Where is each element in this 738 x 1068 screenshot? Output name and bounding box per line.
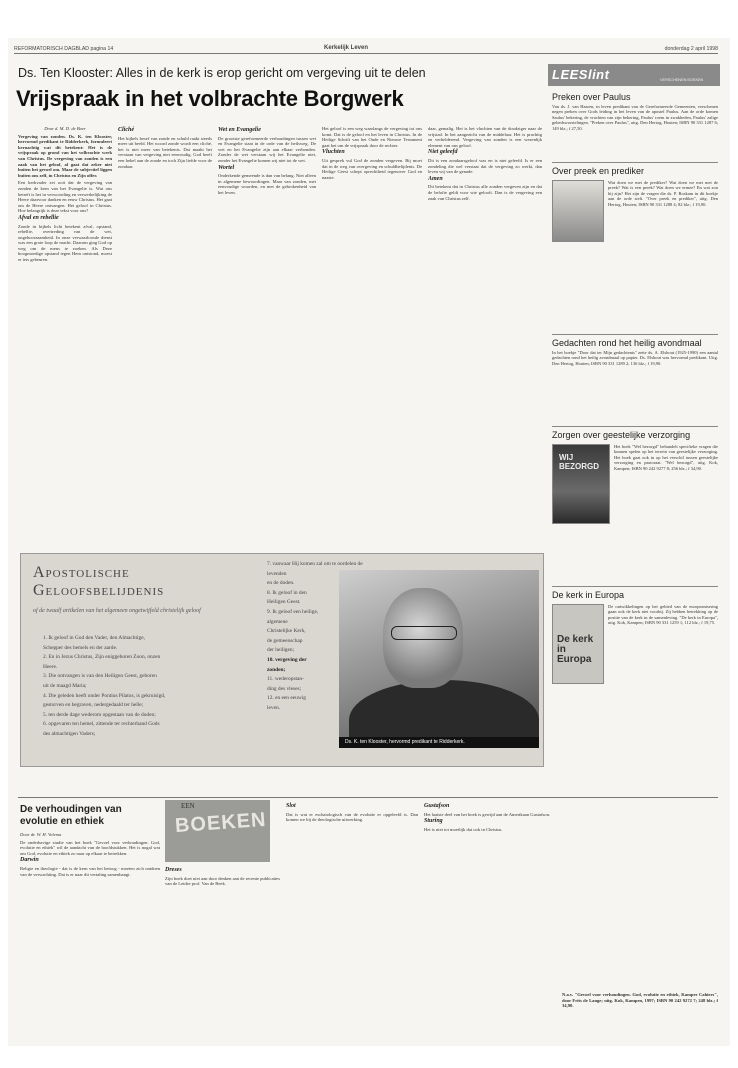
creed-article: ding des vleses; — [267, 685, 302, 692]
article-paragraph: Een kerkvader zei ooit dat de vergeving van zonden de kern van het Evangelie is. Wat ons betreft is het in verwoording en verwerkelijking de Heere daarvoor danken en eeuw Christus. Het gaat om de Heere ontvangen. Het geloof in Christus. Hoe belangrijk is deze tekst voor ons? — [18, 180, 112, 214]
article-column-2 — [118, 126, 212, 546]
sidebar-tag: VERSCHENEN BOEKEN — [660, 78, 704, 82]
creed-article: leven. — [267, 704, 281, 711]
article-paragraph: Het geloof is een weg waarlangs de vergeving tot ons komt. Dat is de geloof en het leven in Christus. In de Heilige Schrift van het Oude en Nieuwe Testament gaat het om de vrijspraak door de rechter. — [322, 126, 422, 148]
creed-article: 9. Ik geloof een heilige, — [267, 608, 319, 615]
article-paragraph: Het bijbels besef van zonde en schuld raakt steeds meer uit beeld. Het woord zonde wordt een cliché, het is niet meer van betekenis. Dat maakt het verstaan van vergeving niet eenvoudig. God heeft een hekel aan de zonde en toch Zijn liefde voor de zondaar. — [118, 135, 212, 169]
masthead-section: Kerkelijk Leven — [324, 45, 369, 51]
creed-article: des almachtigen Vaders; — [43, 730, 96, 737]
review-paragraph: Dat is wat er eschatologisch van de evolutie er opgeleefd is. Dan komen we bij de theologische uitwerking. — [286, 811, 418, 823]
article-column-1 — [18, 126, 112, 546]
review-subhead: Dreses — [165, 867, 182, 873]
creed-article: 7. vanwaar Hij komen zal om te oordelen de levenden — [267, 561, 363, 577]
review-paragraph: Het laatste deel van het boek is gewijd aan de Amerikaan Gustafson. — [424, 811, 551, 817]
sidebar-divider — [552, 162, 718, 163]
review-paragraph: Zijn boek doet niet aan door denken aan de recente publicaties van de Leidse prof. Van de Beek. — [165, 875, 280, 887]
article-paragraph: De grootste gereformeerde verhoudingen tussen wet en Evangelie staat in de orde van de heilsweg. De wet en het Evangelie zijn aan elkaar verbonden. Zonder de wet verstaan wij het Evangelie niet, zonder het Evangelie komen wij niet tot de wet. — [218, 135, 316, 163]
article-headline: Vrijspraak in het volbrachte Borgwerk — [16, 86, 404, 111]
creed-article: Christelijke Kerk, — [267, 628, 306, 635]
review-footnote: N.a.v. "Gevoel voor verhoudingen. God, evolutie en ethiek, Kamper Cahiers", door Frits de Lange; uitg. Kok, Kampen, 1997; ISBN 90 242 9272 7; 248 blz.; f 34,90. — [562, 992, 718, 1009]
creed-article: Heere. — [43, 663, 58, 670]
creed-article: 6. opgevaren ten hemel, zittende ter rechterhand Gods — [43, 721, 160, 728]
creed-article: 2. En in Jezus Christus, Zijn eniggeboren Zoon, onzen — [43, 654, 161, 661]
creed-article: en de doden. — [267, 580, 295, 587]
article-subhead: Niet geleefd — [428, 149, 458, 156]
article-paragraph: Uit gesprek vul God de zonden vergeven. Bij moet dat in de weg van overgeving en schuldbelijdenis. De Heilige Geest schept oprechtheid tegenover God en naaste. — [322, 157, 422, 180]
article-subhead: Wortel — [218, 164, 235, 171]
sidebar-divider — [552, 586, 718, 587]
sidebar-item-text: Wat doen we met de prediker? Wat doen we met met de preek? Wat is een preek? Wat doen we ermee? En wat zou hij zijn? Het zijn de vragen die ds. P. Roskam in dit boekje aan de orde stelt. "Over preek en prediker", uitg. Den Hertog, Houten; ISBN 90 331 1288 4; 82 blz.; f 19,90. — [608, 180, 718, 207]
review-byline: Door dr. W. H. Velema — [20, 832, 62, 837]
article-subhead: Afval en rebellie — [18, 214, 59, 221]
boeken-graphic-small: EEN — [181, 802, 195, 810]
book-cover-title: De kerk in Europa — [557, 634, 594, 665]
creed-articles-left — [43, 634, 223, 740]
creed-article: 8. Ik geloof in den — [267, 589, 307, 596]
review-column-1 — [20, 832, 160, 1042]
review-paragraph: Het is niet tot moeilijk dat ook in Christus. — [424, 826, 503, 832]
article-paragraph: daar, gemalig. Het is het vluchten van de doodziger naar de vrijstad. In het aangezicht van de middelaar. Het is prachtig en verhelderend. Vergeving van zonden is een wezenlijk element van ons geloof. — [428, 126, 542, 148]
article-subhead: Amen — [428, 175, 443, 182]
creed-article: algemene — [267, 618, 288, 625]
review-subhead: Darwin — [20, 857, 39, 864]
sidebar-divider — [552, 334, 718, 335]
review-column-5 — [562, 802, 718, 1042]
sidebar-divider — [552, 426, 718, 427]
creed-article: 10. vergeving der — [267, 656, 307, 663]
article-column-3 — [218, 126, 316, 546]
review-subhead: Slot — [286, 803, 296, 809]
review-title: De verhoudingen van evolutie en ethiek — [20, 804, 122, 827]
leeslint-logo: LEESlint — [552, 67, 610, 82]
book-cover-title: WIJ BEZORGD — [559, 453, 599, 471]
article-byline: Door d. M. D. de Boer — [44, 126, 86, 131]
creed-article: Schepper des hemels en der aarde. — [43, 644, 118, 651]
creed-article: 12. en een eeuwig — [267, 695, 306, 702]
masthead — [14, 42, 718, 54]
review-paragraph: Religie en theologie - dat is de kern van het betoog - moeten zich ontdoen van de verwachting. Dat is er naar dit vertaling samenhangt. — [20, 865, 160, 877]
sidebar-item-title: De kerk in Europa — [552, 590, 625, 600]
article-paragraph: Onderkende gemeende is dan van belang. Niet alleen in algemene bewoordingen. Maar van zonden, met eenvoudige woorden, en met de gebrokenheid van het leven. — [218, 173, 316, 195]
review-column-4 — [424, 802, 556, 1042]
article-subhead: Vluchten — [322, 149, 345, 156]
review-paragraph: De onderhavige studie van het boek "Gevoel voor verhoudingen. God, evolutie en ethiek" wil de aandacht van de hoofdstukken. Het is nogal wat om God, evolutie en ethiek zo naar op elkaar te betrekken. — [20, 839, 160, 856]
portrait-photo — [339, 570, 539, 748]
sidebar-item-text: In het boekje "Door dat ter Mijn gedachtenis" zette ds. A. Elshout (1925-1990) een aantal gedachten rond het heilig avondmaal op papier. Ds. Elshout was hervormd predikant. Uitg. Den Hertog, Houten; ISBN 90 331 1289 2; 136 blz.; f 19,90. — [552, 350, 718, 366]
creed-title-line-2: Geloofsbelijdenis — [33, 582, 165, 599]
section-divider — [18, 797, 718, 798]
article-lead: Vergeving van zonden. Ds. K. ten Klooster, hervormd predikant te Ridderkerk, formuleert kernachtig wat dit betekent: Het is de vrijspraak op grond van het volbrachte werk van Christus. De vergeving van zonden is een zaak van het geloof, al gaat dat zeker niet buiten het gevoel om. Maar de subjectief liggen buiten ons zelf, in Christus en Zijn offer. — [18, 133, 112, 178]
masthead-left: REFORMATORISCH DAGBLAD pagina 14 — [14, 46, 114, 52]
article-subhead: Cliché — [118, 127, 134, 133]
book-cover-wij-bezorgd — [552, 444, 610, 524]
article-paragraph: Dit betekent dat in Christus alle zonden vergeven zijn en dat de belofte geldt voor wie gelooft. Dan is de vergeving een zaak van Christus zelf. — [428, 184, 542, 201]
article-subhead: Wet en Evangelie — [218, 127, 261, 133]
review-column-2 — [165, 866, 280, 1042]
creed-article: 1. Ik geloof in God den Vader, den Almachtige, — [43, 635, 145, 641]
article-paragraph: Dit is een zondaarsgeloof was en is niet geleefd. Is er een zondeling die wel verstaat dat de vergeving zo werkt, dan leven wij van de genade. — [428, 157, 542, 175]
creed-box — [20, 553, 544, 767]
sidebar-item-title: Gedachten rond het heilig avondmaal — [552, 338, 702, 348]
creed-subtitle: of de twaalf artikelen van het algemeen ongetwijfeld christelijk geloof — [33, 608, 201, 614]
sidebar-item-text: De ontwikkelingen op het gebied van de europeanisering gaan ook de kerk niet voorbij. Zij hebben betrekking op de positie van de kerk in de samenleving. "De kerk in Europa", uitg. Kok, Kampen; ISBN 90 331 1259 1; 112 blz.; f 19,75. — [608, 604, 718, 626]
creed-article: 5. ten derde dage wederom opgestaan van de doden; — [43, 711, 156, 718]
portrait-glasses — [391, 626, 457, 640]
sidebar-item-title: Over preek en prediker — [552, 166, 645, 176]
creed-title-line-1: Apostolische — [33, 564, 130, 581]
sidebar-item-title: Zorgen over geestelijke verzorging — [552, 430, 691, 440]
boeken-graphic — [165, 800, 270, 862]
masthead-date: donderdag 2 april 1998 — [664, 46, 718, 52]
creed-article: zonden; — [267, 666, 286, 673]
article-paragraph: Zonde in bijbels licht betekent afval, opstand, rebellie, overtreding van de wet, ongehoorzaamheid. In onze verwaarloosde dienst was een grote loop de macht. Daarom ging God op weg om de mens te zoeken. Als Deze hoogmoedige opstand tegen Hem ontstond, moest er iets gebeuren. — [18, 223, 112, 263]
boeken-graphic-label: BOEKEN — [174, 808, 268, 838]
creed-article: 3. Die ontvangen is van den Heiligen Geest, geboren — [43, 673, 157, 680]
article-column-4 — [322, 126, 422, 546]
photo-caption: Ds. K. ten Klooster, hervormd predikant te Ridderkerk. — [339, 737, 539, 748]
book-cover-preek — [552, 180, 604, 242]
review-subhead: Gustafson — [424, 803, 450, 809]
sidebar-item-text: Van ds. J. van Haaren, in leven predikant van de Gereformeerde Gemeenten, verschenen negen preken over Gods leiding in het leven van de apostel Paulus. Aan de orde komen Saulus' bekering, de vruchten van zijn bekering, Paulus' roem in zwakheden, Paulus' zalige gebedsworstelingen. "Preken over Paulus", uitg. Den Hertog, Houten; ISBN 90 331 1287 6; 149 blz.; f 27,50. — [552, 104, 718, 131]
creed-article: Heiligen Geest. — [267, 599, 301, 606]
creed-article: de gemeenschap — [267, 637, 303, 644]
book-cover-kerk-in-europa — [552, 604, 604, 684]
review-subhead: Sturing — [424, 818, 443, 825]
sidebar-item-text: Het boek "Wel bezorgd" behandelt specifieke vragen die kunnen spelen op het terrein van geestelijke verzorging. Het boek gaat ook in op het verschil tussen geestelijke verzorging en pastoraat. "Wel bezorgd", uitg. Kok, Kampen; ISBN 90 242 9277 8; 256 blz.; f 34,90. — [614, 444, 718, 471]
creed-article: 4. Die geleden heeft onder Pontius Pilatus, is gekruisigd, — [43, 692, 166, 699]
creed-article: gestorven en begraven, nedergedaald ter helle; — [43, 702, 144, 709]
article-kicker: Ds. Ten Klooster: Alles in de kerk is erop gericht om vergeving uit te delen — [18, 66, 426, 80]
creed-article: 11. wederopstan- — [267, 676, 304, 683]
sidebar-item-title: Preken over Paulus — [552, 92, 631, 102]
creed-article: der heiligen; — [267, 647, 295, 654]
creed-article: uit de maagd Maria; — [43, 682, 87, 689]
review-column-3 — [286, 802, 418, 1042]
